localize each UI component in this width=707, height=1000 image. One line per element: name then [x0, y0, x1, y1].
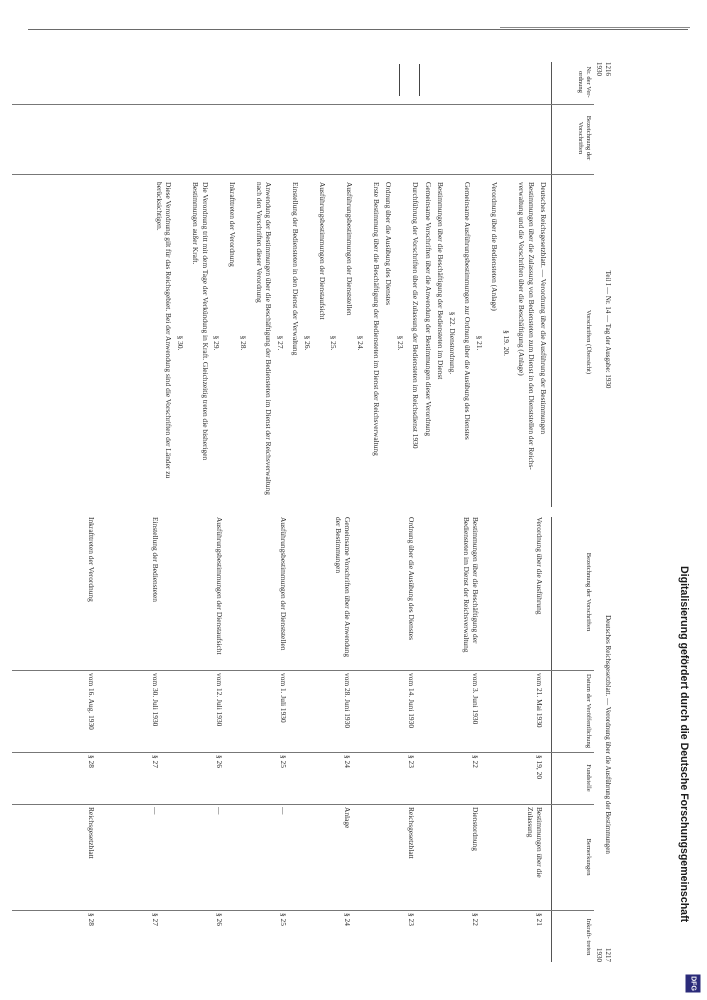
- running-title: Deutsches Reichsgesetzblatt. — Verordnung über die Ausführung der Bestimmungen: [604, 615, 612, 854]
- table-cell-name: Gemeinsame Vorschriften über die Anwendung der Bestimmungen: [333, 517, 352, 658]
- table-row: [292, 517, 352, 962]
- table-cell-date: vom 30. Juli 1930: [151, 673, 160, 727]
- column-headers: [551, 62, 594, 507]
- table-cell-date: vom 3. Juni 1930: [471, 673, 480, 725]
- table-cell-date: vom 1. Juli 1930: [279, 673, 288, 723]
- left-page: [12, 62, 612, 507]
- section-heading: § 24.: [356, 335, 366, 351]
- text-column: [151, 182, 548, 504]
- table-cell-name: Verordnung über die Ausführung: [535, 517, 544, 615]
- section-heading: § 19. 20.: [501, 330, 511, 356]
- paragraph: Inkrafttreten der Verordnung: [227, 182, 237, 267]
- table-cell-eff: § 24: [343, 913, 352, 926]
- paragraph: Durchführung der Vorschriften über die Zulassung der Bediensteten im Reichsdienst 1930: [411, 182, 421, 449]
- column-header: Datum der Veröffentlichung: [585, 673, 592, 749]
- section-heading: § 23.: [395, 335, 405, 351]
- right-page-header: [595, 517, 612, 962]
- scan-edge-line-secondary: [500, 27, 690, 28]
- paragraph: Gemeinsame Vorschriften über die Anwendung der Bestimmungen dieser Verordnung: [423, 182, 433, 437]
- section-heading: § 26.: [302, 335, 312, 351]
- table-cell-eff: § 23: [407, 913, 416, 926]
- paragraph: Deutsches Reichsgesetzblatt. — Verordnung über die Ausführung der Bestimmungen: [539, 182, 548, 435]
- table-cell-name: Ausführungsbestimmungen der Dienstaufsicht: [215, 517, 224, 655]
- section-heading: § 30.: [175, 335, 185, 351]
- table-cell-date: vom 16. Aug. 1930: [87, 673, 96, 730]
- table-cell-ref: § 25: [279, 755, 288, 768]
- table-cell-date: vom 14. Juni 1930: [407, 673, 416, 729]
- scan-edge-line: [28, 29, 688, 30]
- table-cell-name: Ausführungsbestimmungen der Dienststellen: [279, 517, 288, 651]
- table-cell-note: Anlage: [343, 807, 352, 829]
- section-heading: § 29.: [212, 335, 222, 351]
- paragraph: Ordnung über die Ausübung des Dienstes: [384, 182, 394, 305]
- table-cell-note: Dienstordnung: [471, 807, 480, 851]
- table-cell-name: Einstellung der Bediensteten: [151, 517, 160, 602]
- column-header: Nr. der Ver- ordnung: [576, 66, 592, 98]
- table-cell-date: vom 21. Mai 1930: [535, 673, 544, 728]
- table-cell-date: vom 12. Juli 1930: [215, 673, 224, 727]
- column-header: Bezeichnung der Vorschriften: [576, 115, 592, 161]
- table-cell-name: Inkrafttreten der Verordnung: [87, 517, 96, 602]
- table-cell-eff: § 25: [279, 913, 288, 926]
- table-cell-ref: § 27: [151, 755, 160, 768]
- dash-mark: [399, 64, 400, 96]
- table-cell-eff: § 26: [215, 913, 224, 926]
- dfg-credit-line: Digitalisierung gefördert durch die Deutsche Forschungsgemeinschaft: [678, 566, 690, 923]
- table-cell-ref: § 19, 20: [535, 755, 544, 780]
- scanned-page: [12, 62, 706, 967]
- paragraph: Anwendung der Bestimmungen über die Beschäftigung der Bediensteten im Dienst der Reichsverwaltung nach den Vorschriften dieser Verordnung: [254, 182, 274, 495]
- paragraph: Bestimmungen über die Zulassung von Bediensteten zum Dienst in den Dienststellen der Reichs- verwaltung und die Vorschriften über die Beschäftigung (Anlage): [517, 182, 536, 470]
- rotated-content: [12, 62, 612, 967]
- right-page: [12, 517, 612, 962]
- table-cell-note: Reichsgesetzblatt: [87, 807, 96, 859]
- section-heading: § 21.: [474, 335, 484, 351]
- column-header: Fundstelle: [585, 764, 592, 792]
- table-cell-date: vom 28. Juni 1930: [343, 673, 352, 729]
- paragraph: Ausführungsbestimmungen der Dienstaufsicht: [318, 182, 328, 320]
- section-heading: § 27.: [275, 335, 285, 351]
- paragraph: Ausführungsbestimmungen der Dienststellen: [344, 182, 354, 316]
- table-row: [228, 517, 288, 962]
- paragraph: Gemeinsame Ausführungsbestimmungen zur Ordnung über die Ausübung des Dienstes: [463, 182, 473, 440]
- table-cell-eff: § 27: [151, 913, 160, 926]
- table-cell-note: Reichsgesetzblatt: [407, 807, 416, 859]
- dfg-logo: DFG: [686, 975, 701, 993]
- table-cell-name: Bestimmungen über die Beschäftigung der Bediensteten im Dienst der Reichsverwaltung: [461, 517, 480, 653]
- section-heading: § 22. Dienstordnung.: [447, 311, 457, 375]
- column-headers: [551, 517, 594, 962]
- table-cell-ref: § 22: [471, 755, 480, 768]
- table-cell-eff: § 21: [535, 913, 544, 926]
- table-cell-ref: § 26: [215, 755, 224, 768]
- page-number: 1216 1930: [595, 62, 612, 76]
- section-heading: § 25.: [329, 335, 339, 351]
- column-header: Bezeichnung der Vorschriften: [585, 552, 592, 632]
- left-page-header: [595, 62, 612, 507]
- right-page-table: [12, 517, 548, 962]
- paragraph: Bestimmungen über die Beschäftigung der Bediensteten im Dienst: [436, 182, 446, 380]
- table-cell-eff: § 22: [471, 913, 480, 926]
- page-number: 1217 1930: [595, 948, 612, 962]
- table-row: [164, 517, 224, 962]
- table-cell-note: —: [279, 807, 288, 815]
- table-cell-ref: § 23: [407, 755, 416, 768]
- dash-mark: [419, 64, 420, 96]
- table-cell-name: Ordnung über die Ausübung des Dienstes: [407, 517, 416, 640]
- running-title: Teil I — Nr. 14 — Tag der Ausgabe: 1930: [604, 270, 612, 389]
- column-header: Inkraft- treten: [585, 918, 592, 956]
- paragraph: Erste Bestimmung über die Beschäftigung der Bediensteten im Dienst der Reichsverwaltung: [371, 182, 381, 456]
- paragraph: Die Verordnung tritt mit dem Tage der Verkündung in Kraft. Gleichzeitig treten die bisherigen Bestimmungen außer Kraft.: [191, 182, 210, 461]
- paragraph: Diese Verordnung gilt für das Reichsgebiet. Bei der Anwendung sind die Vorschriften der Länder zu berücksichtigen.: [154, 182, 174, 479]
- section-heading: § 28.: [239, 335, 249, 351]
- left-page-body: [12, 62, 548, 507]
- table-cell-note: Bestimmungen über die Zulassung: [525, 807, 544, 878]
- paragraph: Einstellung der Bediensteten in den Dienst der Verwaltung: [291, 182, 301, 356]
- table-row: [356, 517, 416, 962]
- column-header: Vorschriften (Übersicht): [585, 309, 592, 375]
- table-cell-ref: § 24: [343, 755, 352, 768]
- table-cell-ref: § 28: [87, 755, 96, 768]
- table-cell-note: —: [215, 807, 224, 815]
- table-row: [100, 517, 160, 962]
- table-cell-eff: § 28: [87, 913, 96, 926]
- table-row: [484, 517, 544, 962]
- table-row: [420, 517, 480, 962]
- table-row: [36, 517, 96, 962]
- table-cell-note: —: [151, 807, 160, 815]
- column-header: Bemerkungen: [585, 838, 592, 876]
- paragraph: Verordnung über die Bediensteten (Anlage): [490, 182, 500, 311]
